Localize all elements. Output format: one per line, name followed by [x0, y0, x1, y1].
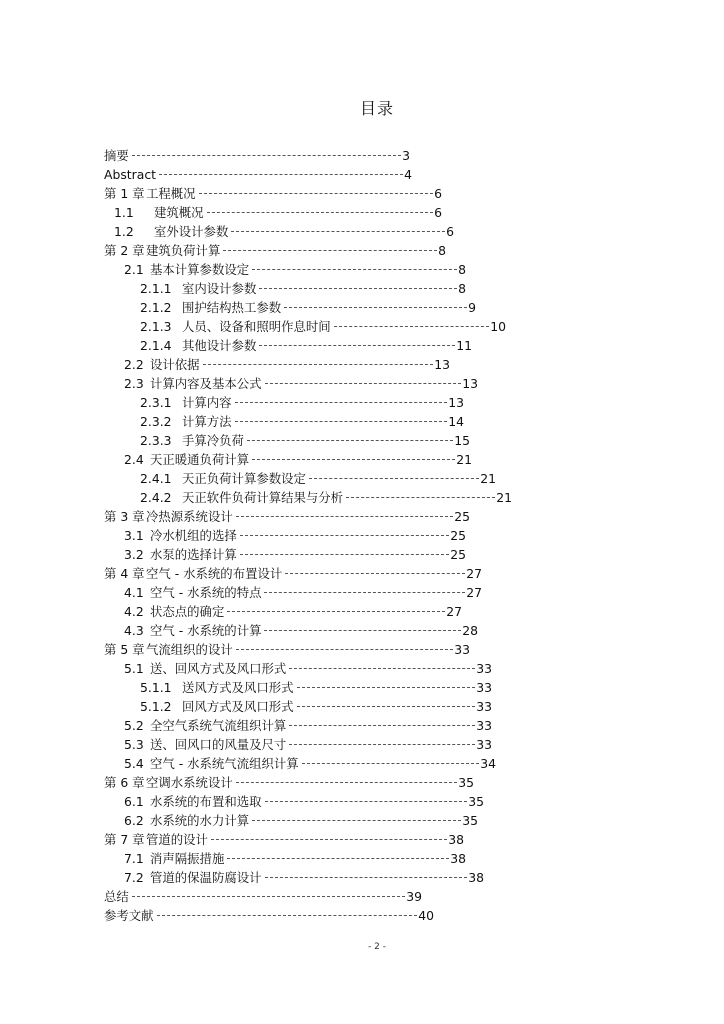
toc-entry-label: 消声隔振措施 [150, 851, 225, 866]
toc-leader-dots [235, 402, 448, 403]
toc-entry-label: 围护结构热工参数 [182, 300, 282, 315]
toc-leader-dots [247, 440, 453, 441]
toc-entry[interactable] [104, 184, 442, 203]
toc-leader-dots [252, 459, 455, 460]
toc-entry[interactable] [104, 887, 422, 906]
toc-leader-dots [285, 573, 465, 574]
toc-entry-page: 8 [438, 243, 446, 258]
toc-entry[interactable] [124, 374, 478, 393]
toc-entry-page: 4 [404, 167, 412, 182]
toc-entry-label: 人员、设备和照明作息时间 [182, 319, 331, 334]
toc-entry-label: 计算内容 [182, 395, 232, 410]
toc-entry[interactable] [124, 868, 484, 887]
toc-entry-page: 21 [480, 471, 496, 486]
toc-entry-page: 8 [458, 262, 466, 277]
toc-entry-label: 建筑负荷计算 [146, 243, 221, 258]
toc-entry-number: 6.1 [124, 794, 144, 809]
toc-leader-dots [264, 630, 461, 631]
toc-entry[interactable] [124, 545, 466, 564]
toc-entry-label: 天正暖通负荷计算 [150, 452, 250, 467]
toc-entry-label: 摘要 [104, 148, 129, 163]
toc-leader-dots [157, 915, 418, 916]
toc-entry[interactable] [124, 716, 492, 735]
toc-entry-page: 38 [448, 832, 464, 847]
toc-entry-page: 14 [448, 414, 464, 429]
toc-entry-page: 25 [450, 547, 466, 562]
toc-leader-dots [297, 706, 476, 707]
toc-leader-dots [159, 174, 403, 175]
toc-entry[interactable] [140, 279, 466, 298]
toc-leader-dots [231, 231, 445, 232]
toc-entry-page: 33 [476, 737, 492, 752]
toc-entry-number: 4.2 [124, 604, 144, 619]
toc-entry-label: 冷热源系统设计 [146, 509, 233, 524]
toc-entry-number: 2.4 [124, 452, 144, 467]
toc-entry-label: 天正软件负荷计算结果与分析 [182, 490, 344, 505]
toc-entry[interactable] [124, 659, 492, 678]
toc-entry-label: 回风方式及风口形式 [182, 699, 294, 714]
toc-leader-dots [284, 307, 467, 308]
toc-entry-number: 2.1.3 [140, 319, 172, 334]
toc-entry[interactable] [124, 621, 478, 640]
toc-entry-number: 第 2 章 [104, 243, 145, 258]
toc-entry[interactable] [124, 583, 482, 602]
toc-entry-page: 33 [476, 661, 492, 676]
toc-entry[interactable] [114, 203, 442, 222]
toc-leader-dots [265, 801, 468, 802]
page-number: - 2 - [368, 942, 386, 952]
toc-entry-number: 1.2 [114, 224, 134, 239]
toc-leader-dots [289, 725, 475, 726]
toc-entry[interactable] [104, 507, 470, 526]
toc-leader-dots [302, 763, 480, 764]
toc-entry-number: 第 4 章 [104, 566, 145, 581]
toc-entry[interactable] [104, 146, 410, 165]
page-title: 目录 [359, 99, 394, 118]
toc-entry-label: 手算冷负荷 [182, 433, 244, 448]
toc-entry[interactable] [124, 602, 462, 621]
toc-entry[interactable] [140, 298, 476, 317]
toc-leader-dots [207, 212, 434, 213]
toc-entry-number: 2.1.2 [140, 300, 172, 315]
toc-entry-number: 1.1 [114, 205, 134, 220]
toc-leader-dots [259, 288, 457, 289]
toc-entry-page: 33 [476, 718, 492, 733]
toc-entry-number: 3.1 [124, 528, 144, 543]
toc-entry-page: 6 [434, 186, 442, 201]
toc-entry-number: 第 3 章 [104, 509, 145, 524]
toc-entry[interactable] [104, 906, 434, 925]
toc-leader-dots [259, 345, 455, 346]
toc-leader-dots [236, 516, 453, 517]
toc-entry-label: 参考文献 [104, 908, 154, 923]
toc-leader-dots [297, 687, 476, 688]
toc-entry-page: 8 [458, 281, 466, 296]
toc-entry-page: 11 [456, 338, 472, 353]
toc-entry-number: 5.1.1 [140, 680, 172, 695]
toc-entry-page: 27 [466, 566, 482, 581]
toc-entry-number: 2.4.1 [140, 471, 172, 486]
toc-leader-dots [227, 858, 449, 859]
toc-entry-number: 5.2 [124, 718, 144, 733]
toc-entry[interactable] [140, 697, 492, 716]
toc-entry-page: 38 [468, 870, 484, 885]
toc-entry[interactable] [140, 393, 464, 412]
toc-leader-dots [240, 535, 449, 536]
toc-entry[interactable] [104, 830, 464, 849]
toc-leader-dots [236, 782, 457, 783]
toc-entry-number: 2.1.4 [140, 338, 172, 353]
toc-entry-label: Abstract [104, 167, 157, 182]
toc-entry-label: 空气 - 水系统气流组织计算 [150, 756, 299, 771]
toc-entry-page: 21 [496, 490, 512, 505]
toc-entry[interactable] [124, 735, 492, 754]
toc-leader-dots [265, 383, 462, 384]
toc-entry-label: 工程概况 [146, 186, 196, 201]
toc-entry-label: 全空气系统气流组织计算 [150, 718, 287, 733]
toc-entry-page: 9 [468, 300, 476, 315]
toc-entry-page: 28 [462, 623, 478, 638]
toc-entry-number: 5.1 [124, 661, 144, 676]
toc-leader-dots [132, 896, 405, 897]
toc-entry[interactable] [140, 488, 512, 507]
toc-entry[interactable] [140, 678, 492, 697]
toc-entry-page: 33 [454, 642, 470, 657]
toc-entry-page: 3 [402, 148, 410, 163]
toc-entry-label: 水泵的选择计算 [150, 547, 237, 562]
toc-leader-dots [252, 269, 457, 270]
toc-entry[interactable] [140, 469, 496, 488]
toc-entry-number: 2.3.1 [140, 395, 172, 410]
toc-entry-label: 空气 - 水系统的计算 [150, 623, 262, 638]
toc-leader-dots [309, 478, 479, 479]
toc-entry-page: 39 [406, 889, 422, 904]
toc-entry[interactable] [124, 849, 466, 868]
toc-entry-page: 25 [454, 509, 470, 524]
toc-entry-label: 空气 - 水系统的布置设计 [146, 566, 283, 581]
toc-entry-number: 2.1 [124, 262, 144, 277]
toc-leader-dots [199, 193, 434, 194]
toc-entry[interactable] [104, 165, 412, 184]
toc-entry[interactable] [124, 260, 466, 279]
toc-entry-number: 3.2 [124, 547, 144, 562]
toc-entry-number: 2.3.3 [140, 433, 172, 448]
toc-entry-page: 35 [468, 794, 484, 809]
toc-entry-number: 2.3.2 [140, 414, 172, 429]
toc-leader-dots [211, 839, 447, 840]
toc-entry-label: 设计依据 [150, 357, 200, 372]
toc-entry-page: 33 [476, 699, 492, 714]
toc-entry-page: 6 [446, 224, 454, 239]
toc-entry-label: 送风方式及风口形式 [182, 680, 294, 695]
toc-entry-label: 送、回风方式及风口形式 [150, 661, 287, 676]
toc-entry-page: 15 [454, 433, 470, 448]
toc-entry-page: 33 [476, 680, 492, 695]
toc-entry[interactable] [124, 355, 450, 374]
toc-entry-page: 13 [434, 357, 450, 372]
toc-entry-label: 计算内容及基本公式 [150, 376, 262, 391]
toc-leader-dots [235, 421, 448, 422]
toc-entry-number: 4.3 [124, 623, 144, 638]
toc-leader-dots [236, 649, 453, 650]
toc-entry-page: 38 [450, 851, 466, 866]
toc-entry-number: 7.2 [124, 870, 144, 885]
toc-entry-label: 天正负荷计算参数设定 [182, 471, 306, 486]
toc-entry-label: 水系统的水力计算 [150, 813, 250, 828]
toc-entry-number: 2.4.2 [140, 490, 172, 505]
toc-entry[interactable] [104, 773, 474, 792]
toc-entry-page: 13 [462, 376, 478, 391]
toc-entry-number: 2.1.1 [140, 281, 172, 296]
toc-entry-number: 第 6 章 [104, 775, 145, 790]
toc-entry-number: 第 7 章 [104, 832, 145, 847]
toc-entry-page: 6 [434, 205, 442, 220]
toc-entry[interactable] [140, 317, 506, 336]
toc-leader-dots [289, 668, 475, 669]
toc-entry[interactable] [124, 792, 484, 811]
toc-entry-number: 2.2 [124, 357, 144, 372]
toc-leader-dots [265, 877, 468, 878]
toc-entry-label: 空气 - 水系统的特点 [150, 585, 262, 600]
toc-entry[interactable] [104, 640, 470, 659]
toc-entry-label: 冷水机组的选择 [150, 528, 237, 543]
toc-entry-label: 气流组织的设计 [146, 642, 233, 657]
toc-entry-page: 27 [446, 604, 462, 619]
toc-entry-label: 室外设计参数 [154, 224, 229, 239]
toc-entry[interactable] [124, 754, 496, 773]
toc-leader-dots [132, 155, 401, 156]
toc-entry-page: 10 [490, 319, 506, 334]
toc-entry[interactable] [114, 222, 454, 241]
toc-entry-label: 状态点的确定 [150, 604, 225, 619]
toc-entry[interactable] [140, 412, 464, 431]
toc-entry-number: 5.3 [124, 737, 144, 752]
toc-entry[interactable] [104, 241, 446, 260]
toc-entry-number: 7.1 [124, 851, 144, 866]
toc-leader-dots [252, 820, 461, 821]
toc-entry-label: 室内设计参数 [182, 281, 257, 296]
toc-leader-dots [223, 250, 437, 251]
toc-entry-label: 总结 [104, 889, 129, 904]
toc-entry-label: 计算方法 [182, 414, 232, 429]
toc-entry-page: 35 [462, 813, 478, 828]
toc-entry-number: 6.2 [124, 813, 144, 828]
toc-leader-dots [289, 744, 475, 745]
toc-entry-label: 建筑概况 [154, 205, 204, 220]
toc-entry-number: 第 5 章 [104, 642, 145, 657]
toc-entry-label: 基本计算参数设定 [150, 262, 250, 277]
toc-entry-label: 空调水系统设计 [146, 775, 233, 790]
toc-entry-number: 2.3 [124, 376, 144, 391]
toc-entry-number: 第 1 章 [104, 186, 145, 201]
toc-entry-label: 送、回风口的风量及尺寸 [150, 737, 287, 752]
toc-entry-page: 35 [458, 775, 474, 790]
toc-leader-dots [240, 554, 449, 555]
toc-entry[interactable] [124, 811, 478, 830]
toc-entry-label: 水系统的布置和选取 [150, 794, 262, 809]
toc-entry[interactable] [140, 431, 470, 450]
toc-leader-dots [346, 497, 495, 498]
toc-entry-number: 5.4 [124, 756, 144, 771]
toc-entry-number: 5.1.2 [140, 699, 172, 714]
toc-entry-label: 管道的设计 [146, 832, 208, 847]
toc-entry-page: 25 [450, 528, 466, 543]
toc-leader-dots [334, 326, 490, 327]
toc-entry-page: 34 [480, 756, 496, 771]
toc-entry[interactable] [124, 450, 472, 469]
toc-entry[interactable] [124, 526, 466, 545]
toc-entry[interactable] [140, 336, 472, 355]
toc-entry-number: 4.1 [124, 585, 144, 600]
toc-entry-label: 管道的保温防腐设计 [150, 870, 262, 885]
toc-leader-dots [264, 592, 465, 593]
toc-entry-page: 40 [418, 908, 434, 923]
toc-entry-page: 27 [466, 585, 482, 600]
toc-entry-label: 其他设计参数 [182, 338, 257, 353]
toc-entry[interactable] [104, 564, 482, 583]
toc-leader-dots [203, 364, 434, 365]
toc-leader-dots [227, 611, 445, 612]
toc-entry-page: 13 [448, 395, 464, 410]
toc-entry-page: 21 [456, 452, 472, 467]
